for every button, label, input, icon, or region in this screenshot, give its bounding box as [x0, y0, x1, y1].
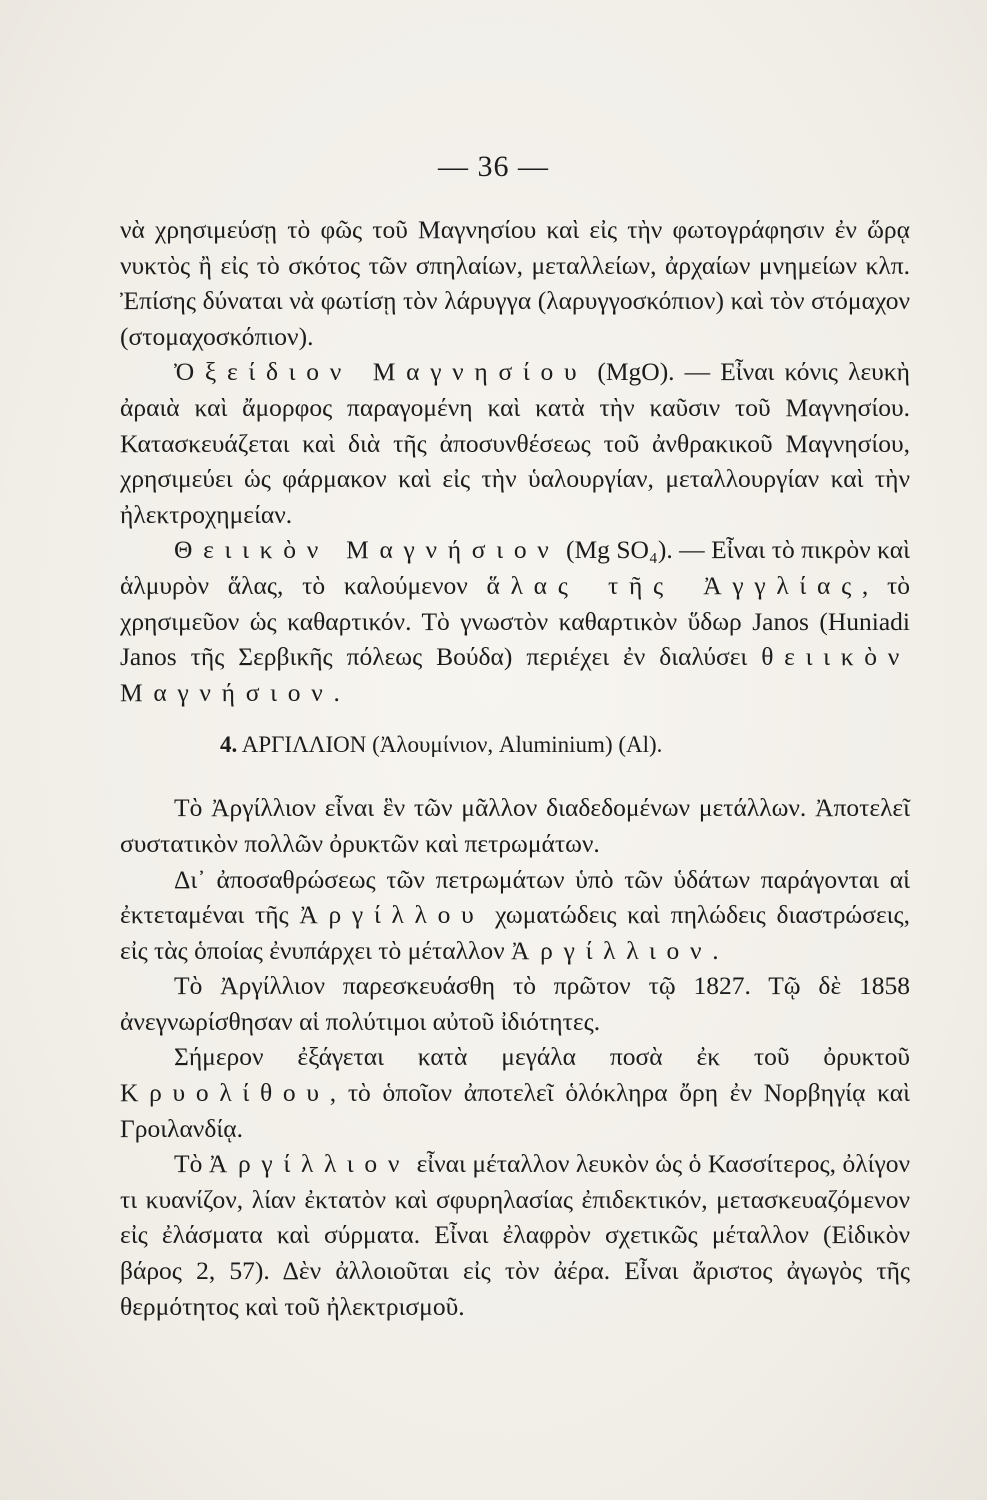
term-magnesium-oxide: Ὀξείδιον Μαγνησίου [174, 357, 588, 387]
text-segment: νὰ χρησιμεύσῃ τὸ φῶς τοῦ Μαγνησίου καὶ εἰς τὴν φωτογράφησιν ἐν ὥρᾳ νυκτὸς ἢ εἰς τὸ σκότος τῶν σπηλαίων, μεταλλείων, ἀρχαίων μνημείων κλπ. Ἐπίσης δύναται νὰ φωτίσῃ τὸν λάρυγγα (λαρυγγοσκόπιον) καὶ τὸν στόμαχον (στομαχοσκόπιον). [120, 215, 910, 351]
term-aluminium: Ἀργίλλιον [511, 935, 713, 965]
section-heading-aluminium [120, 728, 910, 762]
term-magnesium-sulfate: Θειικὸν Μαγνήσιον [174, 535, 560, 565]
text-segment: Τὸ Ἀργίλλιον εἶναι ἓν τῶν μᾶλλον διαδεδομένων μετάλλων. Ἀποτελεῖ συστατικὸν πολλῶν ὀρυκτῶν καὶ πετρωμάτων. [120, 793, 910, 858]
section-title: ΑΡΓΙΛΛΙΟΝ (Ἀλουμίνιον, Aluminium) (Al). [241, 732, 663, 758]
text-segment: . [712, 935, 719, 965]
term-cryolite: Κρυολίθου [120, 1078, 330, 1108]
paragraph-magnesium-sulfate [120, 532, 910, 710]
paragraph-aluminium-clay [120, 862, 910, 969]
text-segment: , τὸ χρησιμεῦον ὡς καθαρτικόν. Τὸ γνωστὸν καθαρτικὸν ὕδωρ Janos (Huniadi Janos τῆς Σερβικῆς πόλεως Βούδα) περιέχει ἐν διαλύσει [120, 570, 911, 672]
text-segment: Τὸ Ἀργίλλιον παρεσκευάσθη τὸ πρῶτον τῷ 1827. Τῷ δὲ 1858 ἀνεγνωρίσθησαν αἱ πολύτιμοι αὐτοῦ ἰδιότητες. [120, 971, 910, 1036]
paragraph-aluminium-intro [120, 790, 910, 861]
text-segment: , τὸ ὁποῖον ἀποτελεῖ ὁλόκληρα ὄρη ἐν Νορβηγίᾳ καὶ Γροιλανδίᾳ. [120, 1078, 910, 1143]
term-aluminium-2: Ἀργίλλιον [208, 1149, 411, 1179]
term-magnesium-sulfate-2: θειικὸν Μαγνήσιον [120, 642, 910, 707]
text-segment: χωματώδεις καὶ πηλώδεις διαστρώσεις, εἰς τὰς ὁποίας ἐνυπάρχει τὸ μέταλλον [120, 900, 911, 965]
page-body [120, 212, 910, 1324]
section-number: 4. [220, 732, 238, 758]
term-clay: Ἀργίλλου [299, 900, 485, 930]
text-segment: εἶναι μέταλλον λευκὸν ὡς ὁ Κασσίτερος, ὀλίγον τι κυανίζον, λίαν ἐκτατὸν καὶ σφυρηλασίας ἐπιδεκτικόν, μετασκευαζόμενον εἰς ἐλάσματα καὶ σύρματα. Εἶναι ἐλαφρὸν σχετικῶς μέταλλον (Εἰδικὸν βάρος 2, 57). Δὲν ἀλλοιοῦται εἰς τὸν ἀέρα. Εἶναι ἄριστος ἀγωγὸς τῆς θερμότητος καὶ τοῦ ἠλεκτρισμοῦ. [120, 1149, 910, 1321]
paragraph-magnesium-oxide [120, 354, 910, 532]
text-segment: Δι᾿ ἀποσαθρώσεως τῶν πετρωμάτων ὑπὸ τῶν ὑδάτων παράγονται αἱ ἐκτεταμέναι τῆς [120, 864, 910, 930]
term-english-salt: ἅλας τῆς Ἀγγλίας [486, 570, 862, 600]
text-segment: (Mg SO₄). — Εἶναι τὸ πικρὸν καὶ ἁλμυρὸν ἅλας, τὸ καλούμενον [120, 535, 910, 600]
paragraph-aluminium-history [120, 968, 910, 1039]
page-number: — 36 — [438, 150, 549, 183]
paragraph-aluminium-properties [120, 1146, 910, 1324]
text-segment: Σήμερον ἐξάγεται κατὰ μεγάλα ποσὰ ἐκ τοῦ ὀρυκτοῦ [174, 1042, 910, 1072]
paragraph-magnesium-light [120, 212, 910, 354]
text-segment: (MgO). — Εἶναι κόνις λευκὴ ἀραιὰ καὶ ἄμορφος παραγομένη καὶ κατὰ τὴν καῦσιν τοῦ Μαγνησίου. Κατασκευάζεται καὶ διὰ τῆς ἀποσυνθέσεως τοῦ ἀνθρακικοῦ Μαγνησίου, χρησιμεύει ὡς φάρμακον καὶ εἰς τὴν ὑαλουργίαν, μεταλλουργίαν καὶ τὴν ἠλεκτροχημείαν. [120, 357, 910, 529]
text-segment: . [333, 677, 340, 707]
text-segment: Τὸ [174, 1149, 209, 1179]
paragraph-aluminium-extraction [120, 1039, 910, 1146]
